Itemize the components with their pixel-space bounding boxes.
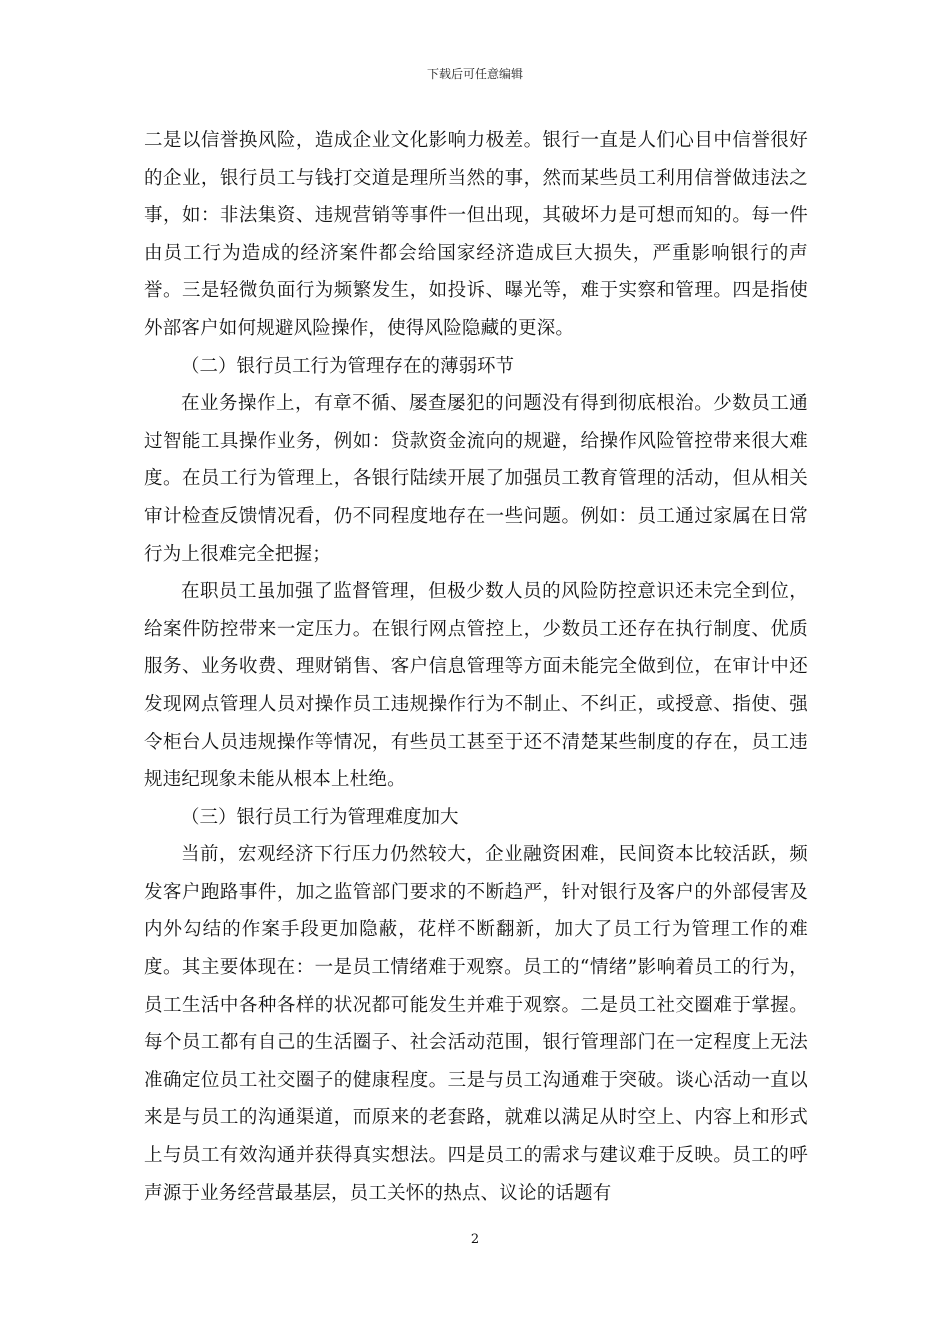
document-body xyxy=(144,122,808,1212)
section-heading-3: （三）银行员工行为管理难度加大 xyxy=(181,806,459,828)
paragraph-staff-supervision: 在职员工虽加强了监督管理，但极少数人员的风险防控意识还未完全到位，给案件防控带来一定压力。在银行网点管控上，少数员工还存在执行制度、优质服务、业务收费、理财销售、客户信息管理等方面未能完全做到位，在审计中还发现网点管理人员对操作员工违规操作行为不制止、不纠正，或授意、指使、强令柜台人员违规操作等情况，有些员工甚至于还不清楚某些制度的存在，员工违规违纪现象未能从根本上杜绝。 xyxy=(144,581,808,791)
page-header: 下载后可任意编辑 xyxy=(426,67,523,81)
paragraph-management-difficulty: 当前，宏观经济下行压力仍然较大，企业融资困难，民间资本比较活跃，频发客户跑路事件，加之监管部门要求的不断趋严，针对银行及客户的外部侵害及内外勾结的作案手段更加隐蔽，花样不断翻新，加大了员工行为管理工作的难度。其主要体现在：一是员工情绪难于观察。员工的“情绪”影响着员工的行为，员工生活中各种各样的状况都可能发生并难于观察。二是员工社交圈难于掌握。每个员工都有自己的生活圈子、社会活动范围，银行管理部门在一定程度上无法准确定位员工社交圈子的健康程度。三是与员工沟通难于突破。谈心活动一直以来是与员工的沟通渠道，而原来的老套路，就难以满足从时空上、内容上和形式上与员工有效沟通并获得真实想法。四是员工的需求与建议难于反映。员工的呼声源于业务经营最基层，员工关怀的热点、议论的话题有 xyxy=(144,844,808,1204)
section-heading-2: （二）银行员工行为管理存在的薄弱环节 xyxy=(181,355,515,377)
paragraph-risk-reputation: 二是以信誉换风险，造成企业文化影响力极差。银行一直是人们心目中信誉很好的企业，银行员工与钱打交道是理所当然的事，然而某些员工利用信誉做违法之事，如：非法集资、违规营销等事件一但出现，其破坏力是可想而知的。每一件由员工行为造成的经济案件都会给国家经济造成巨大损失，严重影响银行的声誉。三是轻微负面行为频繁发生，如投诉、曝光等，难于实察和管理。四是指使外部客户如何规避风险操作，使得风险隐藏的更深。 xyxy=(144,130,808,339)
paragraph-business-operation: 在业务操作上，有章不循、屡查屡犯的问题没有得到彻底根治。少数员工通过智能工具操作业务，例如：贷款资金流向的规避，给操作风险管控带来很大难度。在员工行为管理上，各银行陆续开展了加强员工教育管理的活动，但从相关审计检查反馈情况看，仍不同程度地存在一些问题。例如：员工通过家属在日常行为上很难完全把握； xyxy=(144,393,808,565)
page-number: 2 xyxy=(470,1232,480,1247)
